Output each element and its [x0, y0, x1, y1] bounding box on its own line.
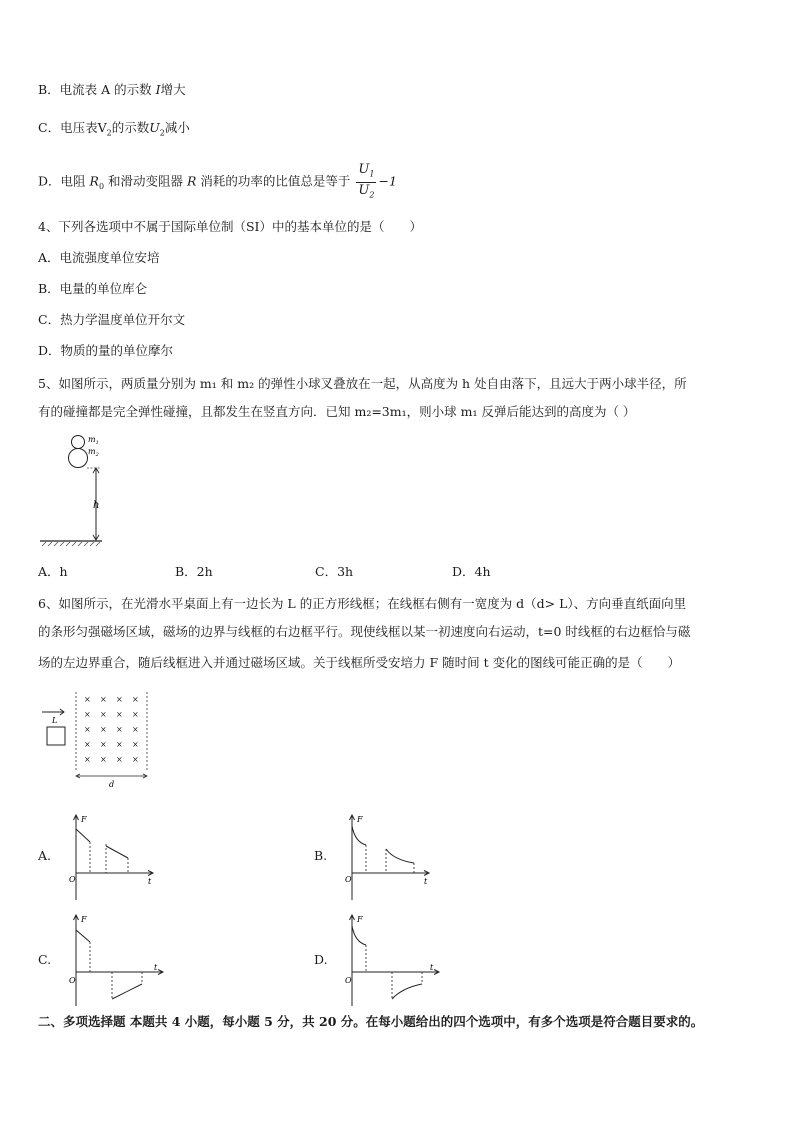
- q6-graph-a: [68, 812, 158, 902]
- q3-fraction: $\frac{U_1}{U_2}$: [358, 162, 375, 200]
- q6-graph-d: [344, 912, 444, 1008]
- svg-text:×: ×: [84, 755, 91, 764]
- q5-stem-line1: 5、如图所示，两质量分别为 m₁ 和 m₂ 的弹性小球叉叠放在一起，从高度为 h 处自由落下，且远大于两小球半径，所: [38, 376, 687, 391]
- q6-graph-c: [68, 912, 168, 1008]
- square-coil: [47, 727, 65, 745]
- svg-text:×: ×: [116, 725, 123, 734]
- q5-option-a: A．h: [38, 564, 68, 579]
- svg-text:×: ×: [132, 710, 139, 719]
- axis-label-O: O: [69, 976, 76, 985]
- q6-option-c-label: C.: [38, 952, 52, 967]
- axis-label-t: t: [424, 877, 428, 886]
- axis-label-t: t: [430, 963, 434, 972]
- q4-stem: 4、下列各选项中不属于国际单位制（SI）中的基本单位的是（ ）: [38, 219, 422, 234]
- q4-option-c: C．热力学温度单位开尔文: [38, 312, 186, 327]
- svg-text:×: ×: [132, 695, 139, 704]
- q6-option-a-label: A.: [38, 848, 52, 863]
- q5-label-h: h: [93, 500, 100, 511]
- magnetic-field-crosses: [84, 695, 139, 764]
- q5-label-m2: $m_2$: [88, 447, 99, 458]
- svg-text:×: ×: [84, 725, 91, 734]
- q3-option-c: C．电压表$V_2$的示数$U_2$减小: [38, 120, 190, 138]
- q5-options: [38, 562, 738, 580]
- svg-text:×: ×: [84, 740, 91, 749]
- q6-stem-line2: 的条形匀强磁场区域，磁场的边界与线框的右边框平行。现使线框以某一初速度向右运动，t=0 时线框的右边框恰与磁: [38, 624, 691, 639]
- svg-text:×: ×: [116, 710, 123, 719]
- q5-drop-figure: [38, 432, 108, 548]
- axis-label-F: F: [357, 815, 363, 824]
- q6-stem-line1: 6、如图所示，在光滑水平桌面上有一边长为 L 的正方形线框；在线框右侧有一宽度为 d（d> L）、方向垂直纸面向里: [38, 596, 687, 611]
- svg-text:×: ×: [132, 755, 139, 764]
- q6-graph-b: [344, 812, 434, 902]
- svg-text:×: ×: [100, 755, 107, 764]
- svg-text:×: ×: [116, 695, 123, 704]
- axis-label-O: O: [345, 875, 352, 884]
- svg-text:×: ×: [100, 740, 107, 749]
- q5-stem-line2: 有的碰撞都是完全弹性碰撞，且都发生在竖直方向．已知 m₂=3m₁，则小球 m₁ 反弹后能达到的高度为（ ）: [38, 404, 636, 419]
- axis-label-O: O: [69, 875, 76, 884]
- svg-text:×: ×: [132, 740, 139, 749]
- axis-label-t: t: [148, 877, 152, 886]
- q3-option-d: D．电阻 $R_0$ 和滑动变阻器 R 消耗的功率的比值总是等于 $\frac{U_1}{U_2}$ −1: [38, 162, 397, 204]
- axis-label-F: F: [357, 915, 363, 924]
- q4-option-b: B．电量的单位库仑: [38, 281, 148, 296]
- q6-magnetic-field-figure: [40, 690, 160, 790]
- q5-option-b: B．2h: [175, 564, 213, 579]
- q4-option-a: A．电流强度单位安培: [38, 250, 160, 265]
- svg-text:×: ×: [100, 725, 107, 734]
- q5-label-m1: $m_1$: [88, 435, 99, 446]
- svg-text:×: ×: [132, 725, 139, 734]
- q6-option-d-label: D.: [314, 952, 328, 967]
- axis-label-t: t: [154, 963, 158, 972]
- svg-text:×: ×: [100, 710, 107, 719]
- q6-stem-line3: 场的左边界重合，随后线框进入并通过磁场区域。关于线框所受安培力 F 随时间 t 变化的图线可能正确的是（ ）: [38, 655, 681, 670]
- svg-text:×: ×: [100, 695, 107, 704]
- q5-option-d: D．4h: [452, 564, 491, 579]
- axis-label-F: F: [81, 815, 87, 824]
- section2-heading: 二、多项选择题 本题共 4 小题，每小题 5 分，共 20 分。在每小题给出的四个选项中，有多个选项是符合题目要求的。: [38, 1014, 704, 1029]
- q4-option-d: D．物质的量的单位摩尔: [38, 343, 174, 358]
- axis-label-F: F: [81, 915, 87, 924]
- svg-text:×: ×: [116, 755, 123, 764]
- q5-option-c: C．3h: [315, 564, 354, 579]
- axis-label-O: O: [345, 976, 352, 985]
- q6-label-L: L: [52, 716, 58, 725]
- svg-text:×: ×: [84, 710, 91, 719]
- svg-text:×: ×: [84, 695, 91, 704]
- q6-option-b-label: B.: [314, 848, 328, 863]
- q3-option-b: B．电流表 A 的示数 I增大: [38, 82, 186, 97]
- svg-text:×: ×: [116, 740, 123, 749]
- q6-label-d: d: [109, 780, 115, 789]
